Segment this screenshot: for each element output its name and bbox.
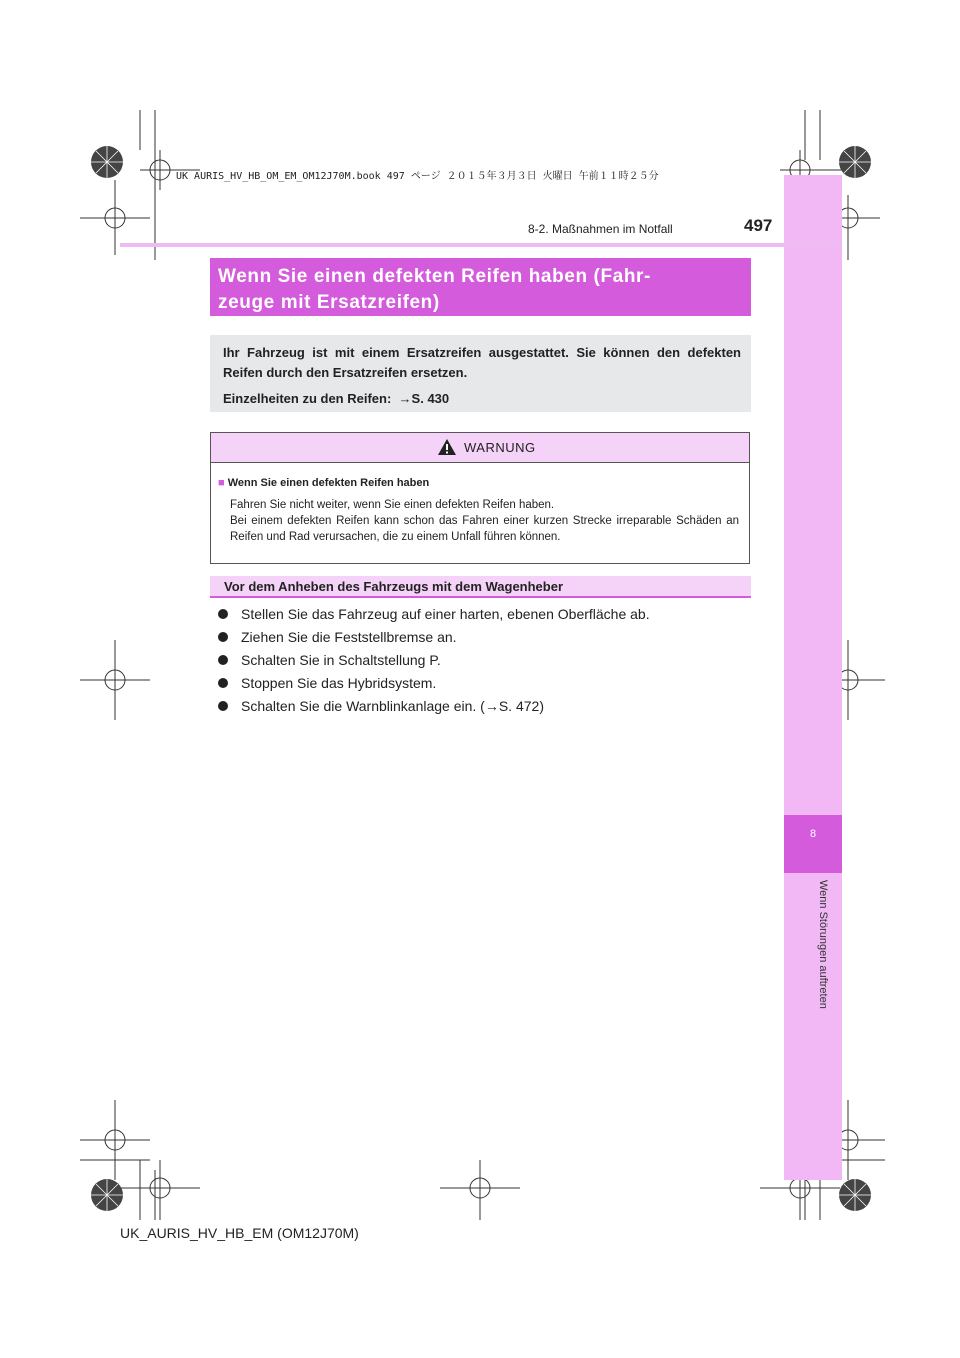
intro-reference-label: Einzelheiten zu den Reifen: <box>223 391 392 406</box>
list-item-text: Schalten Sie die Warnblinkanlage ein. (→S. 472) <box>241 698 544 714</box>
intro-text: Ihr Fahrzeug ist mit einem Ersatzreifen ausgestattet. Sie können den defekten Reifen durch den Ersatzreifen ersetzen. <box>223 345 741 380</box>
book-info-stamp: UK AURIS_HV_HB_OM_EM_OM12J70M.book 497 ページ ２０１５年３月３日 火曜日 午前１１時２５分 <box>176 171 659 182</box>
warning-triangle-icon <box>437 438 457 456</box>
warning-subheading-text: Wenn Sie einen defekten Reifen haben <box>227 477 430 489</box>
list-item-text: Schalten Sie in Schaltstellung P. <box>241 652 441 668</box>
list-item <box>218 626 758 649</box>
subsection-header <box>210 576 751 598</box>
warning-subheading <box>218 475 739 491</box>
square-bullet-icon: ■ <box>218 477 225 489</box>
warning-text <box>230 497 739 545</box>
warning-header <box>211 433 749 463</box>
intro-box <box>210 335 751 412</box>
list-item-text: Ziehen Sie die Feststellbremse an. <box>241 629 457 645</box>
bullet-icon <box>218 655 228 665</box>
warning-body <box>211 463 749 545</box>
page-title-line2: zeuge mit Ersatzreifen) <box>218 292 440 313</box>
chapter-title: Wenn Störungen auftreten <box>817 880 829 1009</box>
page-title <box>210 258 751 316</box>
list-item-text: Stoppen Sie das Hybridsystem. <box>241 675 437 691</box>
document-code: UK_AURIS_HV_HB_EM (OM12J70M) <box>120 1225 359 1241</box>
warning-line-2: Bei einem defekten Reifen kann schon das Fahren einer kurzen Strecke irreparable Schäden an Reifen und Rad verursachen, die zu einem Unfall führen können. <box>230 515 739 543</box>
list-item <box>218 672 758 695</box>
arrow-icon: → <box>394 391 412 406</box>
list-item-text: Stellen Sie das Fahrzeug auf einer harten, ebenen Oberfläche ab. <box>241 606 650 622</box>
warning-line-1: Fahren Sie nicht weiter, wenn Sie einen defekten Reifen haben. <box>230 499 555 511</box>
warning-title: WARNUNG <box>464 440 536 455</box>
page-number: 497 <box>744 216 773 235</box>
intro-reference-page[interactable]: S. 430 <box>411 391 450 406</box>
section-label: 8-2. Maßnahmen im Notfall <box>528 222 673 236</box>
chapter-number-tab <box>784 815 842 873</box>
list-item <box>218 649 758 672</box>
chapter-number: 8 <box>809 828 817 840</box>
bullet-icon <box>218 678 228 688</box>
warning-box <box>210 432 750 564</box>
intro-reference <box>223 391 741 406</box>
bullet-list <box>218 603 758 718</box>
bullet-icon <box>218 701 228 711</box>
bullet-icon <box>218 632 228 642</box>
page-title-line1: Wenn Sie einen defekten Reifen haben (Fahr- <box>218 266 651 287</box>
subsection-title: Vor dem Anheben des Fahrzeugs mit dem Wagenheber <box>224 579 564 594</box>
list-item <box>218 603 758 626</box>
bullet-icon <box>218 609 228 619</box>
header-rule <box>120 243 842 247</box>
list-item <box>218 695 758 718</box>
